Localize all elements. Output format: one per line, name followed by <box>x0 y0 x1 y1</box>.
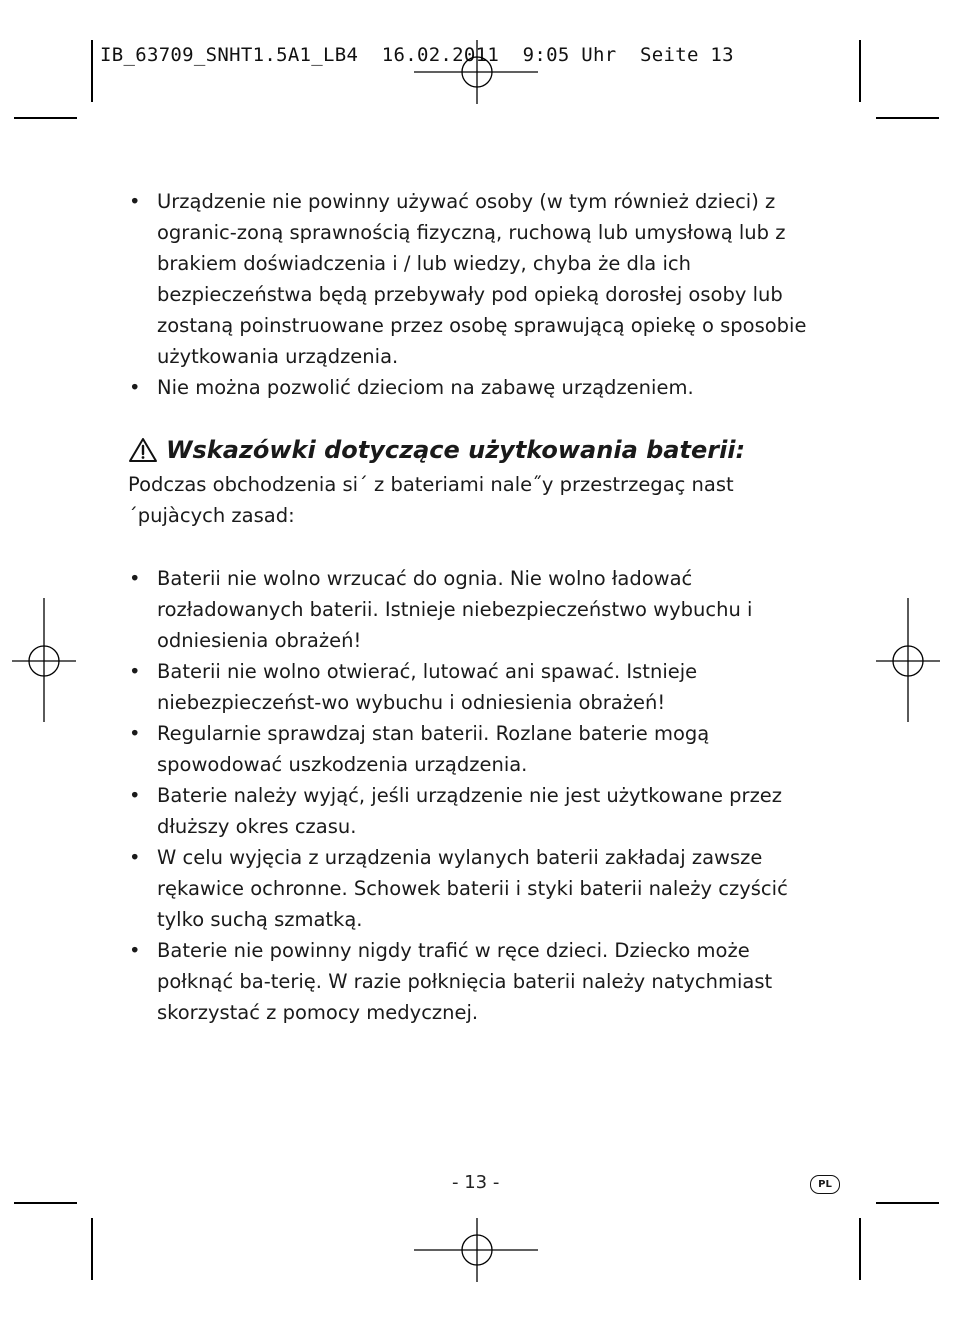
crop-mark <box>91 1218 93 1280</box>
section-intro: Podczas obchodzenia si´ z bateriami nale˝y przestrzegaç nast´pujàcych zasad: <box>128 473 734 527</box>
list-item: • Baterii nie wolno otwierać, lutować ani spawać. Istnieje niebezpieczeńst-wo wybuchu i odniesienia obrażeń! <box>128 656 828 718</box>
list-item: • Baterie należy wyjąć, jeśli urządzenie nie jest użytkowane przez dłuższy okres czasu. <box>128 780 828 842</box>
crop-mark <box>876 117 939 119</box>
registration-mark-left <box>12 598 78 724</box>
registration-mark-top <box>414 40 540 104</box>
page-number: - 13 - <box>452 1172 500 1193</box>
print-header: IB_63709_SNHT1.5A1_LB4 16.02.2011 9:05 Uhr Seite 13 <box>100 44 734 66</box>
crop-mark <box>14 117 77 119</box>
registration-mark-bottom <box>414 1218 540 1282</box>
language-badge: PL <box>810 1175 840 1194</box>
crop-mark <box>859 40 861 102</box>
list-item: • W celu wyjęcia z urządzenia wylanych baterii zakładaj zawsze rękawice ochronne. Schowek baterii i styki baterii należy czyścić tylko suchą szmatką. <box>128 842 828 935</box>
crop-mark <box>91 40 93 102</box>
crop-mark <box>14 1202 77 1204</box>
list-item: • Urządzenie nie powinny używać osoby (w tym również dzieci) z ogranic-zoną sprawnością fizyczną, ruchową lub umysłową lub z brakiem doświadczenia i / lub wiedzy, chyba że dla ich bezpieczeństwa będą przebywały pod opieką dorosłej osoby lub zostaną poinstruowane przez osobę sprawującą opiekę o sposobie użytkowania urządzenia. <box>128 186 828 372</box>
battery-bullet-list <box>128 563 828 1028</box>
section-heading <box>128 435 828 465</box>
warning-triangle-icon <box>128 437 158 463</box>
page-content <box>128 186 828 1028</box>
crop-mark <box>859 1218 861 1280</box>
list-item: • Baterii nie wolno wrzucać do ognia. Nie wolno ładować rozładowanych baterii. Istnieje niebezpieczeństwo wybuchu i odniesienia obrażeń! <box>128 563 828 656</box>
list-item: • Baterie nie powinny nigdy trafić w ręce dzieci. Dziecko może połknąć ba-terię. W razie połknięcia baterii należy natychmiast skorzystać z pomocy medycznej. <box>128 935 828 1028</box>
safety-bullet-list <box>128 186 828 403</box>
section-title: Wskazówki dotyczące użytkowania baterii: <box>166 436 746 464</box>
registration-mark-right <box>876 598 942 724</box>
crop-mark <box>876 1202 939 1204</box>
list-item: • Nie można pozwolić dzieciom na zabawę urządzeniem. <box>128 372 828 403</box>
list-item: • Regularnie sprawdzaj stan baterii. Rozlane baterie mogą spowodować uszkodzenia urządzenia. <box>128 718 828 780</box>
